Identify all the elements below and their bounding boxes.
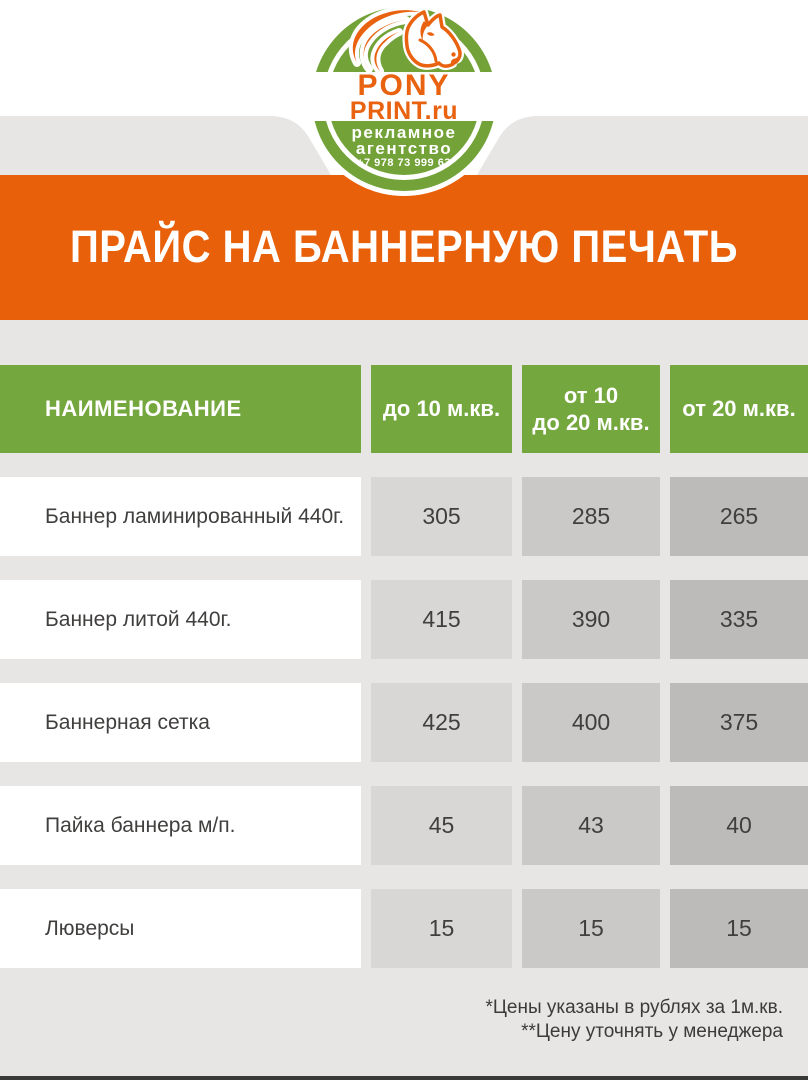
price-cell: 425	[371, 683, 512, 762]
gray-band-left	[0, 116, 331, 175]
brand-logo	[307, 2, 501, 196]
column-header-10to20: от 10 до 20 м.кв.	[522, 365, 660, 453]
price-cell: 45	[371, 786, 512, 865]
gray-band-right	[477, 116, 808, 175]
logo-subtitle-line2: агентство	[355, 139, 453, 158]
footnotes	[485, 996, 783, 1044]
price-cell: 305	[371, 477, 512, 556]
row-name: Баннерная сетка	[0, 683, 361, 762]
title-banner	[0, 175, 808, 320]
price-cell: 335	[670, 580, 808, 659]
column-header-over20: от 20 м.кв.	[670, 365, 808, 453]
column-header-name: НАИМЕНОВАНИЕ	[0, 365, 361, 453]
logo-phone: +7 978 73 999 63	[357, 157, 451, 169]
price-cell: 40	[670, 786, 808, 865]
logo-brand-line2: PRINT.ru	[349, 97, 459, 125]
price-cell: 15	[670, 889, 808, 968]
row-name: Баннер ламинированный 440г.	[0, 477, 361, 556]
content-section	[0, 320, 808, 1080]
price-cell: 43	[522, 786, 660, 865]
footnote-manager: **Цену уточнять у менеджера	[521, 1021, 783, 1042]
price-cell: 15	[522, 889, 660, 968]
bottom-edge-strip	[0, 1076, 808, 1080]
logo-brand-line1: PONY	[357, 69, 451, 102]
column-header-upto10: до 10 м.кв.	[371, 365, 512, 453]
price-cell: 15	[371, 889, 512, 968]
price-cell: 375	[670, 683, 808, 762]
price-cell: 400	[522, 683, 660, 762]
row-name: Баннер литой 440г.	[0, 580, 361, 659]
header-section	[0, 0, 808, 320]
logo-subtitle-line1: рекламное	[351, 123, 457, 142]
price-cell: 265	[670, 477, 808, 556]
price-table	[0, 365, 808, 968]
price-cell: 390	[522, 580, 660, 659]
page-title: ПРАЙС НА БАННЕРНУЮ ПЕЧАТЬ	[70, 221, 738, 273]
footnote-prices: *Цены указаны в рублях за 1м.кв.	[485, 997, 783, 1018]
row-name: Пайка баннера м/п.	[0, 786, 361, 865]
row-name: Люверсы	[0, 889, 361, 968]
price-cell: 415	[371, 580, 512, 659]
price-cell: 285	[522, 477, 660, 556]
